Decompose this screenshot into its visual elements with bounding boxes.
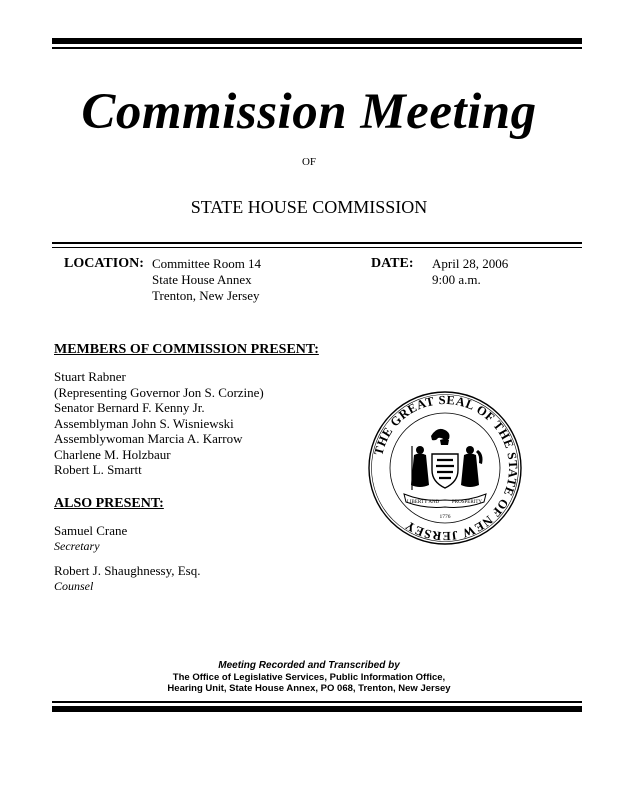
of-label: OF xyxy=(301,156,317,168)
top-rule-thin xyxy=(52,47,582,49)
location-line: Committee Room 14 xyxy=(152,256,262,271)
also-present-item xyxy=(54,523,127,554)
also-present-item xyxy=(54,563,201,594)
member-item: (Representing Governor Jon S. Corzine) xyxy=(54,384,264,400)
footer-line-1: Meeting Recorded and Transcribed by xyxy=(218,660,400,671)
member-item: Charlene M. Holzbaur xyxy=(54,446,171,462)
seal-banner-right: PROSPERITY xyxy=(451,500,483,505)
great-seal-nj xyxy=(368,384,522,552)
document-title: Commission Meeting xyxy=(81,84,537,140)
date-block xyxy=(432,256,508,288)
top-rule-thick xyxy=(52,38,582,44)
member-item: Stuart Rabner xyxy=(54,369,126,384)
footer-line-2: The Office of Legislative Services, Public Information Office, xyxy=(172,672,446,683)
member-item: Senator Bernard F. Kenny Jr. xyxy=(54,400,205,415)
members-heading: MEMBERS OF COMMISSION PRESENT: xyxy=(54,342,319,357)
member-item: Assemblyman John S. Wisniewski xyxy=(54,415,234,431)
attendee-role: Secretary xyxy=(54,538,100,553)
location-label: LOCATION: xyxy=(64,256,144,271)
location-block xyxy=(152,256,261,304)
seal-ring-text: THE GREAT SEAL OF THE STATE OF NEW JERSEY xyxy=(371,392,521,544)
mid-rule-hair xyxy=(52,247,582,248)
seal-year: 1776 xyxy=(439,514,451,520)
seal-banner-left: LIBERTY AND xyxy=(406,500,440,505)
location-line: Trenton, New Jersey xyxy=(152,288,260,303)
member-item: Assemblywoman Marcia A. Karrow xyxy=(54,431,243,446)
date-line: April 28, 2006 xyxy=(432,256,509,271)
attendee-name: Robert J. Shaughnessy, Esq. xyxy=(54,563,201,578)
members-list xyxy=(54,369,264,478)
commission-name: STATE HOUSE COMMISSION xyxy=(190,197,428,217)
location-line: State House Annex xyxy=(152,272,252,287)
mid-rule-thin xyxy=(52,242,582,244)
bottom-rule-thick xyxy=(52,706,582,712)
member-item: Robert L. Smartt xyxy=(54,462,142,477)
footer-line-3: Hearing Unit, State House Annex, PO 068, Trenton, New Jersey xyxy=(167,683,451,694)
date-label: DATE: xyxy=(371,256,414,271)
date-line: 9:00 a.m. xyxy=(432,272,481,287)
attendee-name: Samuel Crane xyxy=(54,523,128,538)
bottom-rule-thin xyxy=(52,701,582,703)
also-present-heading: ALSO PRESENT: xyxy=(54,496,164,511)
attendee-role: Counsel xyxy=(54,578,94,593)
